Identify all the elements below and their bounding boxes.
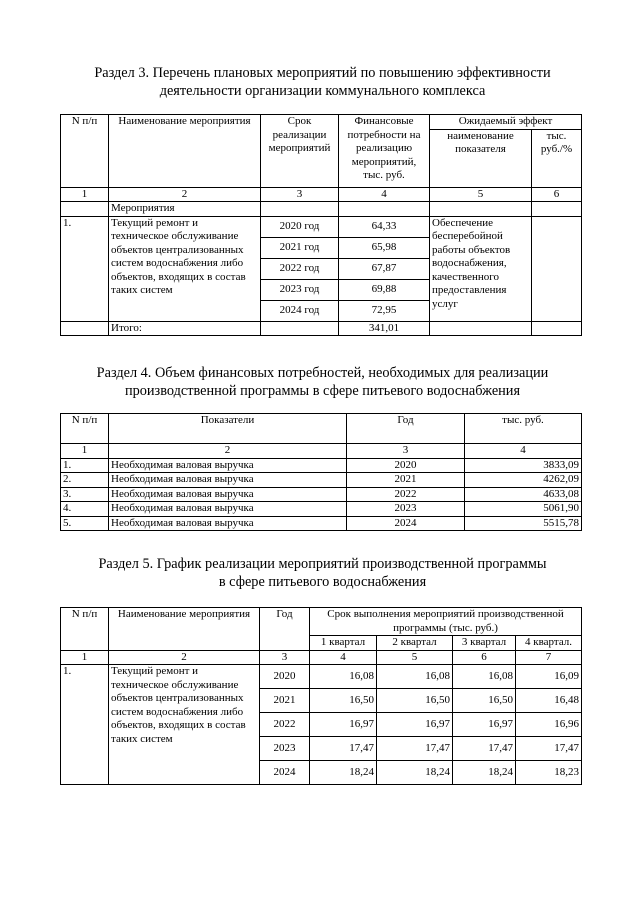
row-num: 4. bbox=[61, 502, 109, 517]
term-year: 2023 год bbox=[261, 279, 339, 300]
row-num: 5. bbox=[61, 516, 109, 531]
finance-amount: 65,98 bbox=[339, 237, 430, 258]
col-number: 6 bbox=[453, 650, 516, 665]
q4-value: 16,48 bbox=[516, 689, 582, 713]
header-term: Срок реализации мероприятий bbox=[261, 115, 339, 188]
col-number: 5 bbox=[377, 650, 453, 665]
header-measure-name: Наименование мероприятия bbox=[109, 608, 260, 651]
table-row bbox=[61, 473, 582, 488]
row-value: 5061,90 bbox=[465, 502, 582, 517]
finance-amount: 64,33 bbox=[339, 216, 430, 237]
row-year: 2021 bbox=[347, 473, 465, 488]
header-tr: тыс. руб. bbox=[465, 414, 582, 444]
row-value: 4633,08 bbox=[465, 487, 582, 502]
row-year: 2023 bbox=[347, 502, 465, 517]
row-year: 2024 bbox=[260, 761, 310, 785]
row-name: Необходимая валовая выручка bbox=[109, 502, 347, 517]
col-number: 1 bbox=[61, 187, 109, 202]
table-row bbox=[61, 487, 582, 502]
row-name: Необходимая валовая выручка bbox=[109, 487, 347, 502]
total-label: Итого: bbox=[109, 321, 261, 336]
effect-text: Обеспечение бесперебойной работы объектов водоснабжения, качественного предоставления услуг bbox=[430, 216, 532, 321]
header-indicators: Показатели bbox=[109, 414, 347, 444]
table-row bbox=[61, 502, 582, 517]
section4-table bbox=[60, 413, 582, 531]
q3-value: 16,50 bbox=[453, 689, 516, 713]
col-number: 2 bbox=[109, 650, 260, 665]
term-year: 2020 год bbox=[261, 216, 339, 237]
section3-title: Раздел 3. Перечень плановых мероприятий по повышению эффективности деятельности организации коммунального комплекса bbox=[94, 65, 551, 99]
col-number: 3 bbox=[260, 650, 310, 665]
row-num: 1. bbox=[61, 458, 109, 473]
finance-amount: 72,95 bbox=[339, 300, 430, 321]
q3-value: 16,97 bbox=[453, 713, 516, 737]
section5-title: Раздел 5. График реализации мероприятий производственной программы в сфере питьевого водоснабжения bbox=[98, 556, 547, 590]
q3-value: 16,08 bbox=[453, 665, 516, 689]
col-number: 3 bbox=[261, 187, 339, 202]
header-num: N п/п bbox=[61, 115, 109, 188]
row-num: 2. bbox=[61, 473, 109, 488]
finance-amount: 67,87 bbox=[339, 258, 430, 279]
col-number: 5 bbox=[430, 187, 532, 202]
table-row bbox=[61, 665, 582, 689]
col-number: 4 bbox=[310, 650, 377, 665]
q2-value: 16,97 bbox=[377, 713, 453, 737]
header-q3: 3 квартал bbox=[453, 636, 516, 651]
col-number: 4 bbox=[339, 187, 430, 202]
row-value: 4262,09 bbox=[465, 473, 582, 488]
header-q1: 1 квартал bbox=[310, 636, 377, 651]
total-value: 341,01 bbox=[339, 321, 430, 336]
q2-value: 16,50 bbox=[377, 689, 453, 713]
col-number: 2 bbox=[109, 187, 261, 202]
header-num: N п/п bbox=[61, 414, 109, 444]
row-year: 2020 bbox=[347, 458, 465, 473]
q1-value: 16,97 bbox=[310, 713, 377, 737]
row-num: 1. bbox=[61, 216, 109, 321]
q2-value: 16,08 bbox=[377, 665, 453, 689]
q4-value: 18,23 bbox=[516, 761, 582, 785]
col-number: 1 bbox=[61, 444, 109, 459]
row-year: 2024 bbox=[347, 516, 465, 531]
header-measure-name: Наименование мероприятия bbox=[109, 115, 261, 188]
col-number: 7 bbox=[516, 650, 582, 665]
table-row bbox=[61, 516, 582, 531]
term-year: 2021 год bbox=[261, 237, 339, 258]
row-year: 2021 bbox=[260, 689, 310, 713]
q2-value: 18,24 bbox=[377, 761, 453, 785]
header-q2: 2 квартал bbox=[377, 636, 453, 651]
header-tr-pct: тыс. руб./% bbox=[532, 129, 582, 187]
header-year: Год bbox=[260, 608, 310, 651]
header-q4: 4 квартал. bbox=[516, 636, 582, 651]
header-term: Срок выполнения мероприятий производственной программы (тыс. руб.) bbox=[310, 608, 582, 636]
col-number: 3 bbox=[347, 444, 465, 459]
finance-amount: 69,88 bbox=[339, 279, 430, 300]
row-num: 1. bbox=[61, 665, 109, 785]
row-name: Необходимая валовая выручка bbox=[109, 458, 347, 473]
q4-value: 16,09 bbox=[516, 665, 582, 689]
q1-value: 17,47 bbox=[310, 737, 377, 761]
row-value: 5515,78 bbox=[465, 516, 582, 531]
col-number: 4 bbox=[465, 444, 582, 459]
q1-value: 18,24 bbox=[310, 761, 377, 785]
col-number: 1 bbox=[61, 650, 109, 665]
q3-value: 17,47 bbox=[453, 737, 516, 761]
measure-name: Текущий ремонт и техническое обслуживание объектов централизованных систем водоснабжения либо объектов, входящих в состав таких систем bbox=[109, 216, 261, 321]
term-year: 2024 год bbox=[261, 300, 339, 321]
row-year: 2023 bbox=[260, 737, 310, 761]
row-name: Необходимая валовая выручка bbox=[109, 516, 347, 531]
term-year: 2022 год bbox=[261, 258, 339, 279]
row-name: Необходимая валовая выручка bbox=[109, 473, 347, 488]
section5-table bbox=[60, 607, 582, 785]
header-year: Год bbox=[347, 414, 465, 444]
row-num: 3. bbox=[61, 487, 109, 502]
row-year: 2020 bbox=[260, 665, 310, 689]
q1-value: 16,08 bbox=[310, 665, 377, 689]
header-num: N п/п bbox=[61, 608, 109, 651]
q4-value: 17,47 bbox=[516, 737, 582, 761]
q2-value: 17,47 bbox=[377, 737, 453, 761]
header-indicator: наименование показателя bbox=[430, 129, 532, 187]
measures-label: Мероприятия bbox=[109, 202, 261, 217]
measure-name: Текущий ремонт и техническое обслуживание объектов централизованных систем водоснабжения либо объектов, входящих в состав таких систем bbox=[109, 665, 260, 785]
row-value: 3833,09 bbox=[465, 458, 582, 473]
section4-title: Раздел 4. Объем финансовых потребностей, необходимых для реализации производственной программы в сфере питьевого водоснабжения bbox=[96, 365, 549, 399]
col-number: 2 bbox=[109, 444, 347, 459]
header-finance: Финансовые потребности на реализацию мероприятий, тыс. руб. bbox=[339, 115, 430, 188]
q3-value: 18,24 bbox=[453, 761, 516, 785]
q1-value: 16,50 bbox=[310, 689, 377, 713]
section3-table bbox=[60, 114, 582, 336]
row-year: 2022 bbox=[260, 713, 310, 737]
header-effect: Ожидаемый эффект bbox=[430, 115, 582, 130]
row-year: 2022 bbox=[347, 487, 465, 502]
q4-value: 16,96 bbox=[516, 713, 582, 737]
col-number: 6 bbox=[532, 187, 582, 202]
table-row bbox=[61, 458, 582, 473]
